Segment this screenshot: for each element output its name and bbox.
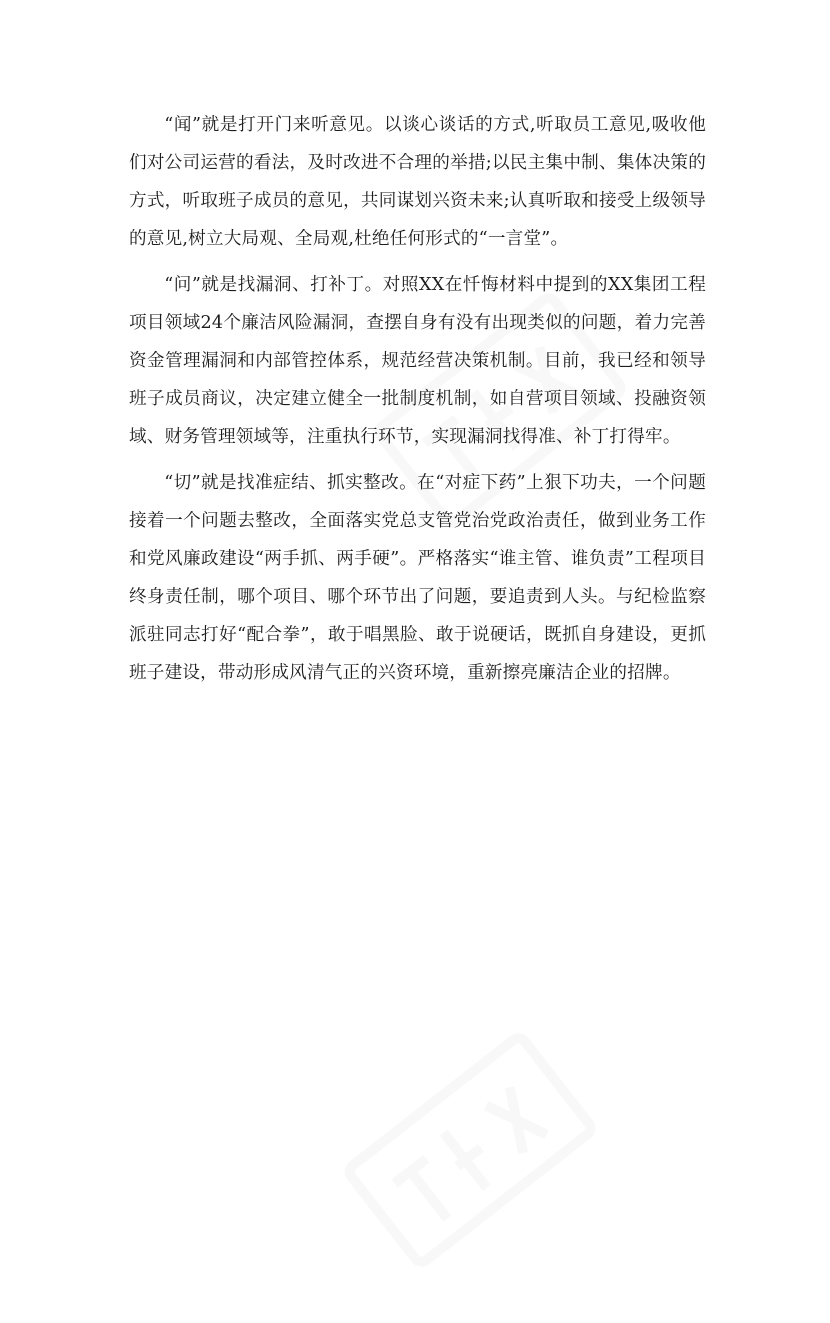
paragraph-wen-2: “问”就是找漏洞、打补丁。对照XX在忏悔材料中提到的XX集团工程项目领域24个廉洁风险漏洞，查摆自身有没有出现类似的问题，着力完善资金管理漏洞和内部管控体系，规范经营决策机制。目前，我已经和领导班子成员商议，决定建立健全一批制度机制，如自营项目领域、投融资领域、财务管理领域等，注重执行环节，实现漏洞找得准、补丁打得牢。 [129, 275, 706, 447]
paragraph-qie: “切”就是找准症结、抓实整改。在“对症下药”上狠下功夫，一个问题接着一个问题去整改，全面落实党总支管党治党政治责任，做到业务工作和党风廉政建设“两手抓、两手硬”。严格落实“谁主管、谁负责”工程项目终身责任制，哪个项目、哪个环节出了问题，要追责到人头。与纪检监察派驻同志打好“配合拳”，敢于唱黑脸、敢于说硬话，既抓自身建设，更抓班子建设，带动形成风清气正的兴资环境，重新擦亮廉洁企业的招牌。 [129, 473, 706, 683]
document-body [129, 106, 706, 700]
paragraph-wen: “闻”就是打开门来听意见。以谈心谈话的方式,听取员工意见,吸收他们对公司运营的看法，及时改进不合理的举措;以民主集中制、集体决策的方式，听取班子成员的意见，共同谋划兴资未来;认真听取和接受上级领导的意见,树立大局观、全局观,杜绝任何形式的“一言堂”。 [129, 115, 706, 249]
watermark-logo-icon [292, 977, 648, 1323]
